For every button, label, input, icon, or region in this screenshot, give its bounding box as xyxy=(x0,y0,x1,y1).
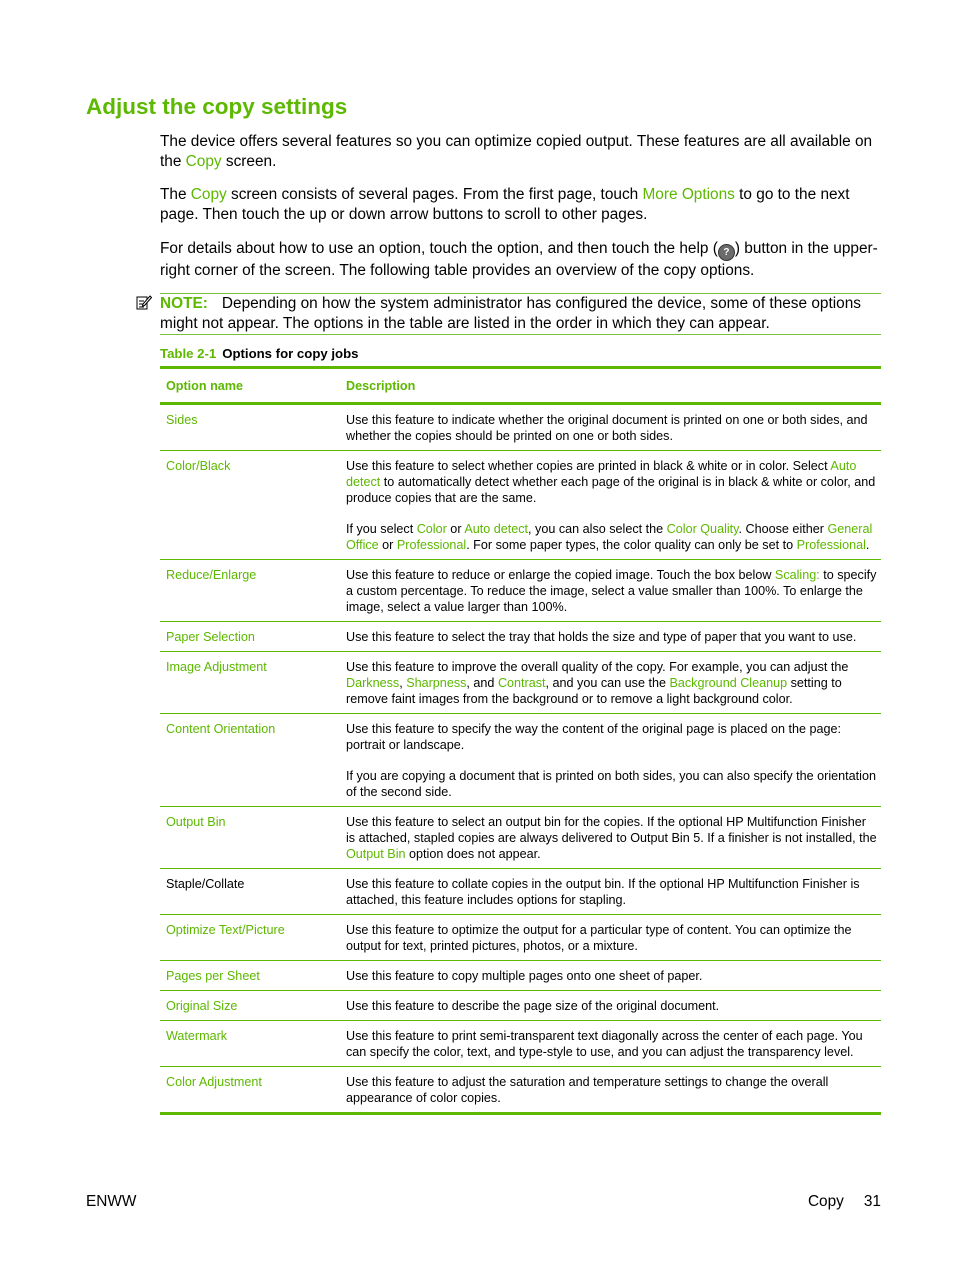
option-description xyxy=(340,404,881,451)
description-text: to automatically detect whether each page of the original is in black & white or color, and produce copies that are the same. xyxy=(346,475,876,505)
option-name[interactable]: Content Orientation xyxy=(160,714,340,807)
table-row xyxy=(160,961,881,991)
description-paragraph xyxy=(346,1028,877,1060)
option-name[interactable]: Paper Selection xyxy=(160,622,340,652)
footer-right xyxy=(808,1193,881,1211)
table-header-row xyxy=(160,368,881,404)
table-row xyxy=(160,652,881,714)
description-text: Use this feature to print semi-transparent text diagonally across the center of each page. You can specify the color, text, and type-style to use, and you can adjust the transparency level. xyxy=(346,1029,863,1059)
text: The xyxy=(160,186,191,203)
description-paragraph xyxy=(346,814,877,862)
table-body xyxy=(160,404,881,1114)
option-description xyxy=(340,869,881,915)
options-table xyxy=(160,366,881,1115)
description-text: If you are copying a document that is printed on both sides, you can also specify the orientation of the second side. xyxy=(346,769,876,799)
option-description xyxy=(340,1067,881,1114)
description-text: Use this feature to select whether copies are printed in black & white or in color. Select xyxy=(346,459,831,473)
option-name[interactable]: Reduce/Enlarge xyxy=(160,560,340,622)
description-text: Use this feature to adjust the saturation and temperature settings to change the overall appearance of color copies. xyxy=(346,1075,829,1105)
option-description xyxy=(340,961,881,991)
option-description xyxy=(340,915,881,961)
description-text: Use this feature to specify the way the content of the original page is placed on the page: portrait or landscape. xyxy=(346,722,841,752)
option-name[interactable]: Original Size xyxy=(160,991,340,1021)
text: screen consists of several pages. From the first page, touch xyxy=(226,186,643,203)
description-paragraph xyxy=(346,768,877,800)
description-paragraph xyxy=(346,458,877,506)
page-title: Adjust the copy settings xyxy=(86,94,348,119)
table-number: Table 2-1 xyxy=(160,346,217,361)
option-link[interactable]: Output Bin xyxy=(346,847,406,861)
option-name[interactable]: Sides xyxy=(160,404,340,451)
description-paragraph xyxy=(346,721,877,753)
option-link[interactable]: Color xyxy=(416,522,447,536)
page-number: 31 xyxy=(863,1193,881,1210)
intro-paragraph-1 xyxy=(160,132,884,171)
option-description xyxy=(340,622,881,652)
description-paragraph xyxy=(346,521,877,553)
description-text: Use this feature to describe the page size of the original document. xyxy=(346,999,720,1013)
table-row xyxy=(160,869,881,915)
more-options-link[interactable]: More Options xyxy=(642,186,735,203)
description-text: . Choose either xyxy=(738,522,828,536)
description-text: Use this feature to optimize the output for a particular type of content. You can optimize the output for text, printed pictures, photos, or a mixture. xyxy=(346,923,852,953)
text: The device offers several features so you can optimize copied output. These features are all available on the xyxy=(160,133,873,170)
help-icon: ? xyxy=(718,244,735,261)
description-text: or xyxy=(378,538,397,552)
description-text: , and you can use the xyxy=(545,676,670,690)
note-label: NOTE: xyxy=(160,295,208,312)
column-header-option-name: Option name xyxy=(160,368,340,404)
footer-left: ENWW xyxy=(86,1193,137,1210)
option-link[interactable]: Professional xyxy=(396,538,467,552)
description-text: Use this feature to collate copies in the output bin. If the optional HP Multifunction Finisher is attached, this feature includes options for stapling. xyxy=(346,877,860,907)
description-paragraph xyxy=(346,1074,877,1106)
option-link[interactable]: Professional xyxy=(796,538,866,552)
option-name[interactable]: Output Bin xyxy=(160,807,340,869)
option-link[interactable]: Darkness xyxy=(346,676,400,690)
option-description xyxy=(340,1021,881,1067)
intro-paragraph-2 xyxy=(160,185,884,224)
description-text: . For some paper types, the color quality can only be set to xyxy=(466,538,797,552)
description-paragraph xyxy=(346,629,877,645)
table-row xyxy=(160,991,881,1021)
table-row xyxy=(160,404,881,451)
description-paragraph xyxy=(346,567,877,615)
option-link[interactable]: Contrast xyxy=(497,676,546,690)
intro-paragraph-3 xyxy=(160,239,884,281)
table-row xyxy=(160,915,881,961)
option-description xyxy=(340,451,881,560)
note-text xyxy=(160,294,881,333)
description-text: or xyxy=(446,522,465,536)
description-text: , and xyxy=(466,676,498,690)
description-text: Use this feature to select the tray that holds the size and type of paper that you want to use. xyxy=(346,630,857,644)
table-row xyxy=(160,451,881,560)
table-row xyxy=(160,622,881,652)
option-link[interactable]: General Office xyxy=(346,522,873,552)
description-paragraph xyxy=(346,659,877,707)
description-text: , you can also select the xyxy=(528,522,667,536)
description-paragraph xyxy=(346,922,877,954)
description-text: Use this feature to copy multiple pages onto one sheet of paper. xyxy=(346,969,703,983)
text: ) button in the upper-right corner of the screen. The following table provides an overview of the copy options. xyxy=(160,240,878,279)
option-description xyxy=(340,714,881,807)
description-paragraph xyxy=(346,968,877,984)
option-description xyxy=(340,991,881,1021)
option-link[interactable]: Background Cleanup xyxy=(669,676,788,690)
table-caption xyxy=(160,346,358,361)
option-name[interactable]: Pages per Sheet xyxy=(160,961,340,991)
description-text: option does not appear. xyxy=(405,847,541,861)
table-row xyxy=(160,714,881,807)
option-description xyxy=(340,560,881,622)
table-row xyxy=(160,1067,881,1114)
description-text: If you select xyxy=(346,522,417,536)
description-paragraph xyxy=(346,412,877,444)
text: to go to the next page. Then touch the up or down arrow buttons to scroll to other pages. xyxy=(160,186,850,223)
note-icon xyxy=(136,294,152,310)
option-name[interactable]: Color Adjustment xyxy=(166,1075,262,1089)
description-text: Use this feature to select an output bin for the copies. If the optional HP Multifunction Finisher is attached, stapled copies are always delivered to Output Bin 5. If a finisher is not installed, the xyxy=(346,815,877,845)
option-link[interactable]: Auto detect xyxy=(464,522,529,536)
copy-link[interactable]: Copy xyxy=(190,186,227,203)
description-text: Use this feature to reduce or enlarge the copied image. Touch the box below xyxy=(346,568,775,582)
description-text: Use this feature to indicate whether the original document is printed on one or both sides, and whether the copies should be printed on one or both sides. xyxy=(346,413,868,443)
option-link[interactable]: Color Quality xyxy=(666,522,739,536)
option-name[interactable]: Color/Black xyxy=(160,451,340,560)
option-description xyxy=(340,807,881,869)
option-name: Staple/Collate xyxy=(160,869,340,915)
option-description xyxy=(340,652,881,714)
note-body: Depending on how the system administrator has configured the device, some of these options might not appear. The options in the table are listed in the order in which they can appear. xyxy=(160,295,861,332)
option-link[interactable]: Sharpness xyxy=(406,676,467,690)
text: For details about how to use an option, touch the option, and then touch the help ( xyxy=(160,240,718,257)
option-name[interactable]: Image Adjustment xyxy=(160,652,340,714)
description-text: . xyxy=(865,538,870,552)
table-row xyxy=(160,560,881,622)
description-text: setting to remove faint images from the background or to remove a light background color. xyxy=(346,676,842,706)
text: screen. xyxy=(221,152,277,170)
option-link[interactable]: Scaling: xyxy=(774,568,820,582)
description-text: to specify a custom percentage. To reduce the image, select a value smaller than 100%. To enlarge the image, select a value larger than 100%. xyxy=(346,568,877,614)
option-link[interactable]: Auto detect xyxy=(346,459,857,489)
footer-section: Copy xyxy=(807,1193,844,1210)
description-text: Use this feature to improve the overall quality of the copy. For example, you can adjust the xyxy=(346,660,849,674)
column-header-description: Description xyxy=(340,368,881,404)
option-name[interactable]: Watermark xyxy=(160,1021,340,1067)
table-row xyxy=(160,1021,881,1067)
table-title: Options for copy jobs xyxy=(222,346,359,361)
description-text: , xyxy=(399,676,407,690)
description-paragraph xyxy=(346,998,877,1014)
option-name[interactable]: Optimize Text/Picture xyxy=(160,915,340,961)
description-paragraph xyxy=(346,876,877,908)
table-row xyxy=(160,807,881,869)
note-box xyxy=(160,293,881,335)
copy-link[interactable]: Copy xyxy=(185,152,222,170)
